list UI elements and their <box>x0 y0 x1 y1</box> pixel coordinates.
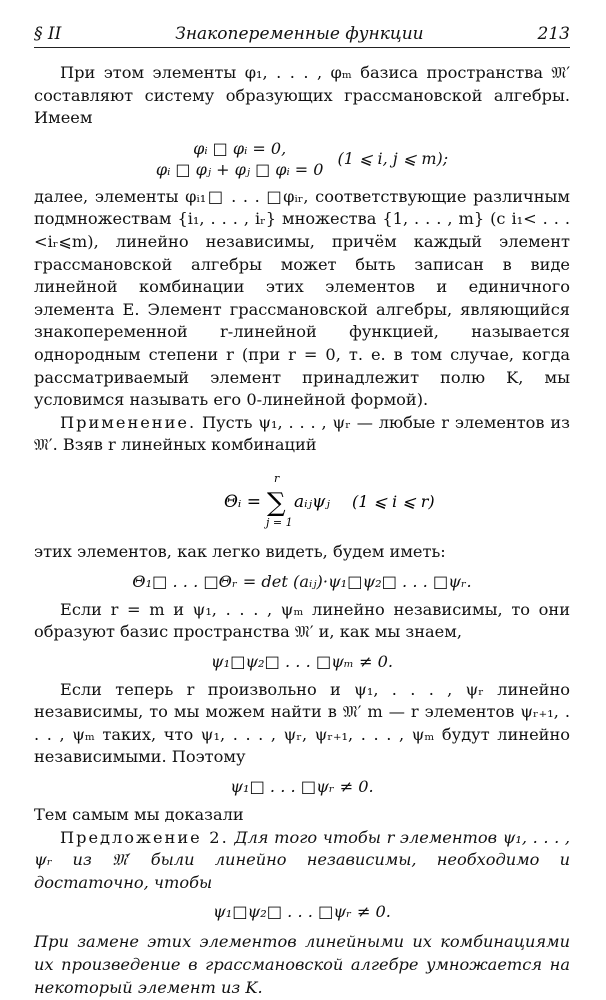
section-label: § II <box>34 24 62 44</box>
proposition-2 <box>34 827 570 895</box>
paragraph-r-equals-m: Если r = m и ψ₁, . . . , ψₘ линейно независимы, то они образуют базис пространства 𝔐′ и, как мы знаем, <box>34 599 570 642</box>
equation-r-nonzero: ψ₁□ . . . □ψᵣ ≠ 0. <box>230 777 374 797</box>
equation-proposition: ψ₁□ψ₂□ . . . □ψᵣ ≠ 0. <box>213 902 391 922</box>
equation-m-nonzero: ψ₁□ψ₂□ . . . □ψₘ ≠ 0. <box>210 651 394 671</box>
application-text: Пусть ψ₁, . . . , ψᵣ — любые r элементов из 𝔐′. Взяв r линейных комбинаций <box>34 412 570 455</box>
paragraph-basis: При этом элементы φ₁, . . . , φₘ базиса пространства 𝔐′ составляют систему образующих грассмановской алгебры. Имеем <box>34 63 570 128</box>
sigma-icon: ∑ <box>267 487 286 518</box>
formula-theta <box>34 471 570 529</box>
paragraph-replacement: При замене этих элементов линейными их комбинациями их произведение в грассмановской алгебре умножается на некоторый элемент из K. <box>34 932 570 997</box>
formula-line-1: φᵢ □ φᵢ = 0, <box>193 138 287 158</box>
equation-determinant: Θ₁□ . . . □Θᵣ = det (aᵢⱼ)·ψ₁□ψ₂□ . . . □ψᵣ. <box>132 571 472 591</box>
formula-condition: (1 ⩽ i, j ⩽ m); <box>337 149 449 169</box>
theta-condition: (1 ⩽ i ⩽ r) <box>352 491 435 511</box>
proposition-text: Для того чтобы r элементов ψ₁, . . . , ψᵣ из 𝔐′ были линейно независимы, необходимо и достаточно, чтобы <box>34 827 570 892</box>
paragraph-proved: Тем самым мы доказали <box>34 805 244 825</box>
page <box>34 24 570 999</box>
page-number: 213 <box>537 24 570 44</box>
running-header <box>34 24 570 48</box>
formula-line-2: φᵢ □ φⱼ + φⱼ □ φᵢ = 0 <box>155 159 324 179</box>
theta-lhs: Θᵢ = <box>224 491 262 512</box>
theta-formula-graphic <box>34 471 570 529</box>
application-lead: Применение. <box>60 412 197 432</box>
theta-sum-top: r <box>274 471 280 485</box>
paragraph-have: этих элементов, как легко видеть, будем иметь: <box>34 541 446 561</box>
formula-anticommute <box>34 138 570 180</box>
theta-sum-bottom: j = 1 <box>266 515 293 529</box>
paragraph-application <box>34 412 570 457</box>
theta-term: aᵢⱼψⱼ <box>294 491 330 512</box>
paragraph-r-arbitrary: Если теперь r произвольно и ψ₁, . . . , ψᵣ линейно независимы, то мы можем найти в 𝔐′ m — r элементов ψᵣ₊₁, . . . , ψₘ таких, что ψ₁, . . . , ψᵣ, ψᵣ₊₁, . . . , ψₘ будут линейно независимыми. Поэтому <box>34 679 570 767</box>
paragraph-subsets: далее, элементы φᵢ₁□ . . . □φᵢᵣ, соответствующие различным подмножествам {i₁, . . . , iᵣ} множества {1, . . . , m} (с i₁< . . . <iᵣ⩽m), линейно независимы, причём каждый элемент грассмановской алгебры может быть записан в виде линейной комбинации этих элементов и единичного элемента E. Элемент грассмановской алгебры, являющийся знакопеременной r-линейной функцией, называется однородным степени r (при r = 0, т. е. в том случае, когда рассматриваемый элемент принадлежит полю K, мы условимся называть его 0-линейной формой). <box>34 186 570 410</box>
proposition-lead: Предложение 2. <box>60 827 229 847</box>
chapter-title: Знакопеременные функции <box>175 24 424 44</box>
